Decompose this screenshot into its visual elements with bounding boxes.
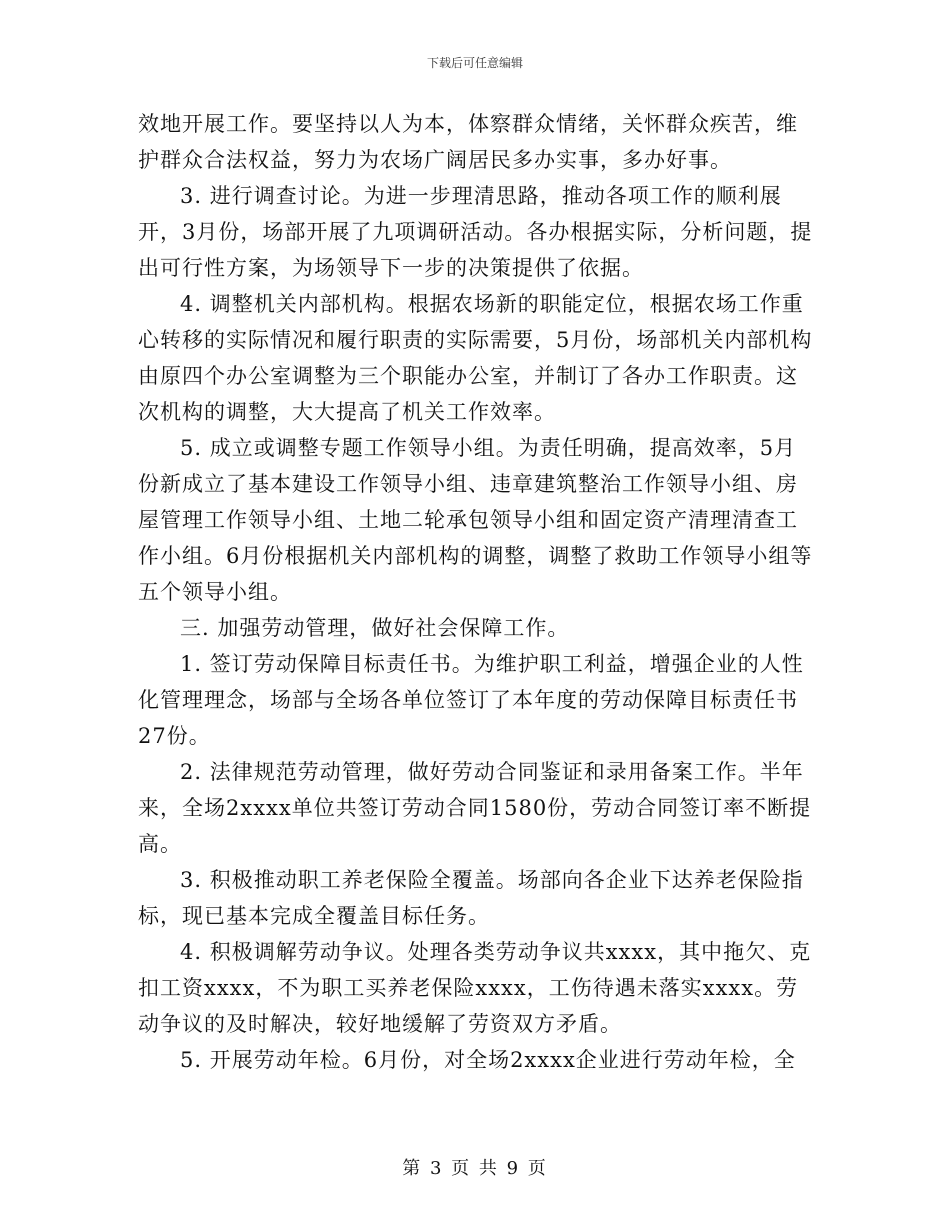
paragraph: 2. 法律规范劳动管理，做好劳动合同鉴证和录用备案工作。半年来，全场2xxxx单位共签订劳动合同1580份，劳动合同签订率不断提高。 (138, 760, 812, 856)
page-header: 下载后可任意编辑 (426, 56, 523, 70)
paragraph: 5. 开展劳动年检。6月份，对全场2xxxx企业进行劳动年检，全 (180, 1048, 796, 1072)
paragraph: 4. 调整机关内部机构。根据农场新的职能定位，根据农场工作重心转移的实际情况和履行职责的实际需要，5月份，场部机关内部机构由原四个办公室调整为三个职能办公室，并制订了各办工作职责。这次机构的调整，大大提高了机关工作效率。 (138, 292, 813, 424)
paragraph: 3. 进行调查讨论。为进一步理清思路，推动各项工作的顺利展开，3月份，场部开展了九项调研活动。各办根据实际，分析问题，提出可行性方案，为场领导下一步的决策提供了依据。 (138, 184, 813, 280)
paragraph: 1. 签订劳动保障目标责任书。为维护职工利益，增强企业的人性化管理理念，场部与全场各单位签订了本年度的劳动保障目标责任书27份。 (138, 652, 804, 748)
page-footer: 第 3 页 共 9 页 (402, 1158, 548, 1179)
paragraph: 4. 积极调解劳动争议。处理各类劳动争议共xxxx，其中拖欠、克扣工资xxxx，不为职工买养老保险xxxx，工伤待遇未落实xxxx。劳动争议的及时解决，较好地缓解了劳资双方矛盾。 (138, 940, 812, 1036)
section-heading: 三. 加强劳动管理，做好社会保障工作。 (180, 616, 570, 640)
paragraph: 5. 成立或调整专题工作领导小组。为责任明确，提高效率，5月份新成立了基本建设工作领导小组、违章建筑整治工作领导小组、房屋管理工作领导小组、土地二轮承包领导小组和固定资产清理清查工作小组。6月份根据机关内部机构的调整，调整了救助工作领导小组等五个领导小组。 (138, 436, 813, 604)
paragraph: 效地开展工作。要坚持以人为本，体察群众情绪，关怀群众疾苦，维护群众合法权益，努力为农场广阔居民多办实事，多办好事。 (138, 112, 798, 172)
paragraph: 3. 积极推动职工养老保险全覆盖。场部向各企业下达养老保险指标，现已基本完成全覆盖目标任务。 (138, 868, 804, 928)
document-body (138, 106, 818, 1078)
